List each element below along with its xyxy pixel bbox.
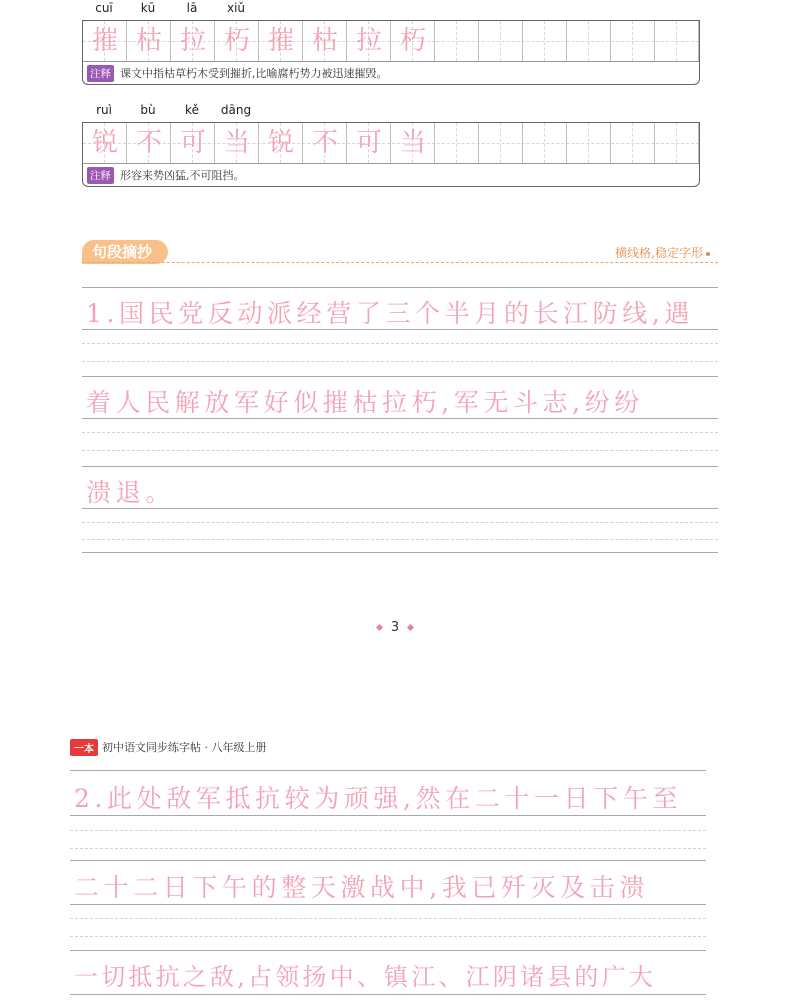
book-title: 初中语文同步练字帖 · 八年级上册 bbox=[102, 741, 267, 754]
grid-cell bbox=[501, 123, 523, 163]
writing-line bbox=[70, 994, 706, 995]
writing-line bbox=[82, 508, 718, 509]
trace-character: 当 bbox=[399, 128, 426, 158]
practice-grid bbox=[83, 123, 699, 164]
trace-character: 当 bbox=[223, 128, 250, 158]
writing-line bbox=[70, 830, 706, 831]
grid-cell bbox=[457, 123, 479, 163]
diamond-icon bbox=[376, 624, 383, 631]
writing-line bbox=[82, 539, 718, 540]
section-title: 句段摘抄 bbox=[82, 240, 168, 264]
note-row bbox=[83, 164, 699, 186]
idiom-practice-box bbox=[82, 122, 700, 187]
section-divider bbox=[82, 262, 718, 263]
writing-line bbox=[82, 418, 718, 419]
writing-line bbox=[82, 450, 718, 451]
pinyin-row bbox=[82, 1, 702, 19]
writing-line bbox=[82, 361, 718, 362]
writing-line bbox=[82, 287, 718, 288]
grid-cell bbox=[611, 21, 633, 61]
copy-line: 1.国民党反动派经营了三个半月的长江防线,遇 bbox=[86, 299, 695, 328]
page-number bbox=[0, 620, 790, 635]
grid-cell bbox=[435, 21, 457, 61]
grid-cell bbox=[479, 21, 501, 61]
writing-line bbox=[70, 770, 706, 771]
pinyin: kū bbox=[140, 1, 156, 15]
grid-cell bbox=[589, 123, 611, 163]
writing-line bbox=[82, 376, 718, 377]
copy-line: 溃退。 bbox=[86, 478, 175, 507]
writing-line bbox=[70, 904, 706, 905]
writing-line bbox=[70, 950, 706, 951]
copy-line: 着人民解放军好似摧枯拉朽,军无斗志,纷纷 bbox=[86, 388, 644, 417]
pinyin: kě bbox=[185, 103, 199, 117]
copy-line: 2.此处敌军抵抗较为顽强,然在二十一日下午至 bbox=[74, 784, 683, 813]
trace-character: 不 bbox=[311, 128, 338, 158]
pinyin: ruì bbox=[96, 103, 112, 117]
note-badge: 注释 bbox=[87, 167, 114, 184]
trace-character: 朽 bbox=[223, 26, 250, 56]
trace-character: 拉 bbox=[355, 26, 382, 56]
grid-cell bbox=[655, 21, 677, 61]
grid-cell bbox=[633, 21, 655, 61]
grid-cell bbox=[589, 21, 611, 61]
trace-character: 枯 bbox=[135, 26, 162, 56]
writing-line bbox=[82, 343, 718, 344]
writing-line bbox=[82, 466, 718, 467]
grid-cell bbox=[457, 21, 479, 61]
pinyin: xiǔ bbox=[226, 1, 246, 15]
trace-character: 可 bbox=[355, 128, 382, 158]
grid-cell bbox=[611, 123, 633, 163]
practice-grid bbox=[83, 21, 699, 62]
writing-line bbox=[70, 918, 706, 919]
note-row bbox=[83, 62, 699, 84]
grid-cell bbox=[545, 123, 567, 163]
trace-character: 不 bbox=[135, 128, 162, 158]
trace-character: 朽 bbox=[399, 26, 426, 56]
grid-cell bbox=[501, 21, 523, 61]
pinyin: dāng bbox=[220, 103, 252, 117]
grid-cell bbox=[479, 123, 501, 163]
writing-line bbox=[82, 522, 718, 523]
idiom-practice-box bbox=[82, 20, 700, 85]
pinyin: cuī bbox=[95, 1, 113, 15]
pinyin-row bbox=[82, 103, 702, 121]
grid-cell bbox=[545, 21, 567, 61]
trace-character: 摧 bbox=[91, 26, 118, 56]
copy-line: 二十二日下午的整天激战中,我已歼灭及击溃 bbox=[74, 873, 649, 902]
grid-cell bbox=[677, 123, 699, 163]
trace-character: 可 bbox=[179, 128, 206, 158]
writing-line bbox=[70, 860, 706, 861]
grid-cell bbox=[523, 123, 545, 163]
trace-character: 锐 bbox=[91, 128, 118, 158]
pinyin: lā bbox=[186, 1, 198, 15]
writing-line bbox=[82, 432, 718, 433]
writing-line bbox=[70, 848, 706, 849]
brand-logo: 一本 bbox=[70, 739, 98, 756]
trace-character: 拉 bbox=[179, 26, 206, 56]
pinyin: bù bbox=[140, 103, 156, 117]
grid-cell bbox=[633, 123, 655, 163]
writing-line bbox=[82, 329, 718, 330]
writing-line bbox=[70, 936, 706, 937]
grid-cell bbox=[523, 21, 545, 61]
section-hint: 横线格,稳定字形 bbox=[615, 244, 710, 261]
trace-character: 锐 bbox=[267, 128, 294, 158]
diamond-icon bbox=[407, 624, 414, 631]
grid-cell bbox=[567, 21, 589, 61]
writing-line bbox=[70, 815, 706, 816]
note-text: 课文中指枯草朽木受到摧折,比喻腐朽势力被迅速摧毁。 bbox=[120, 67, 388, 80]
note-text: 形容来势凶猛,不可阻挡。 bbox=[120, 169, 245, 182]
writing-line bbox=[82, 552, 718, 553]
note-badge: 注释 bbox=[87, 65, 114, 82]
grid-cell bbox=[435, 123, 457, 163]
grid-cell bbox=[567, 123, 589, 163]
trace-character: 摧 bbox=[267, 26, 294, 56]
page-number-value: 3 bbox=[390, 620, 400, 635]
trace-character: 枯 bbox=[311, 26, 338, 56]
grid-cell bbox=[677, 21, 699, 61]
copy-line: 一切抵抗之敌,占领扬中、镇江、江阴诸县的广大 bbox=[74, 963, 657, 991]
grid-cell bbox=[655, 123, 677, 163]
